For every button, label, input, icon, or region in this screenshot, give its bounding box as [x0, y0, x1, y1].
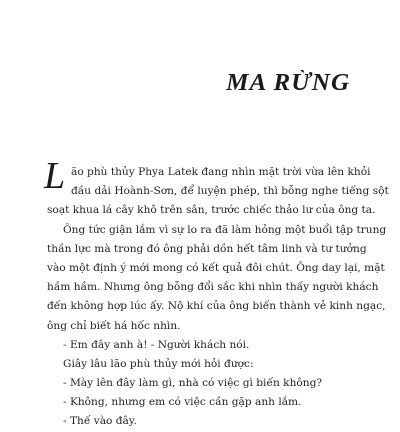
drop-cap: L: [44, 155, 66, 197]
text-line-10: - Em đây anh à! - Người khách nói.: [63, 338, 250, 351]
text-line-5: thần lực mà trong đó ông phải dồn hết tâm linh và tư tưởng: [47, 242, 367, 255]
text-line-8: đến không hợp lúc ấy. Nộ khí của ông biến thành vẻ kinh ngạc,: [47, 300, 386, 313]
line-text: ão phù thủy Phya Latek đang nhìn mặt trời vừa lên khỏi: [71, 166, 371, 178]
text-line-2: đầu dải Hoành-Sơn, để luyện phép, thì bỗng nghe tiếng sột: [71, 185, 389, 198]
text-line-11: Giây lâu lão phù thủy mới hỏi được:: [63, 357, 254, 370]
chapter-title: MA RỪNG: [225, 70, 350, 96]
text-line-14: - Thế vào đây.: [63, 415, 137, 428]
text-line-4: Ông tức giận lắm vì sự lo ra đã làm hỏng một buổi tập trung: [63, 223, 387, 236]
text-line-6: vào một định ý mới mong có kết quả đôi chút. Ông day lại, mặt: [47, 261, 385, 274]
text-line-12: - Mày lên đây làm gì, nhà có việc gì biến không?: [63, 377, 323, 390]
text-line-7: hầm hầm. Nhưng ông bỗng đổi sắc khi nhìn thấy người khách: [47, 281, 379, 294]
body-text: [44, 155, 389, 432]
text-line-9: ông chỉ biết há hốc nhìn.: [47, 319, 181, 332]
text-line-3: soạt khua lá cây khô trên sân, trước chiếc thảo lư của ông ta.: [47, 204, 376, 217]
text-line-13: - Không, nhưng em có việc cần gặp anh lắm.: [63, 396, 302, 409]
